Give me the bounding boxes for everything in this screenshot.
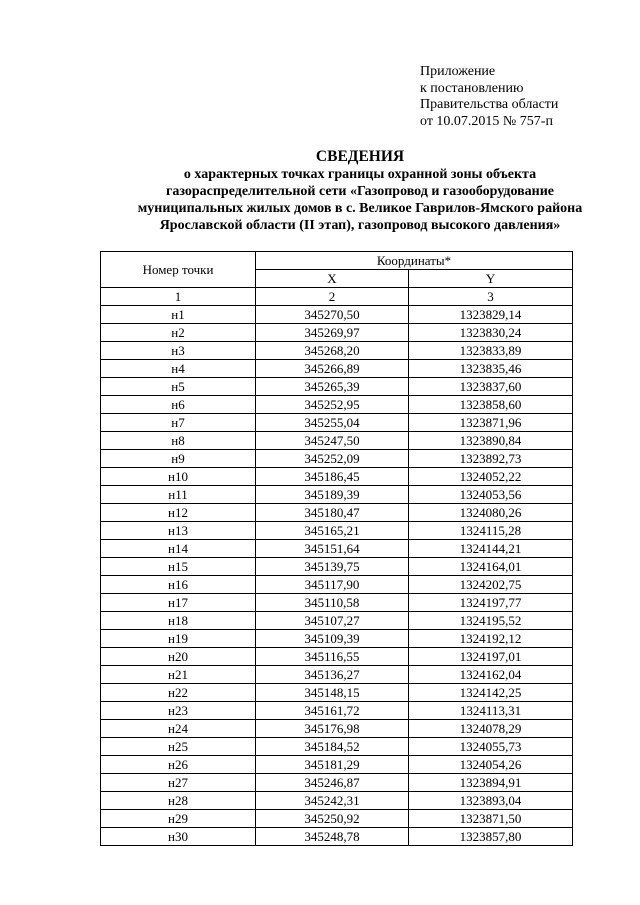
y-coordinate-cell: 1324144,21 — [409, 540, 573, 558]
point-number-cell: н27 — [101, 774, 256, 792]
table-row — [101, 576, 573, 594]
x-coordinate-cell: 345151,64 — [256, 540, 409, 558]
x-coordinate-cell: 345250,92 — [256, 810, 409, 828]
point-number-cell: н24 — [101, 720, 256, 738]
header-row-1 — [101, 252, 573, 270]
point-number-cell: н4 — [101, 360, 256, 378]
heading-line-4: Ярославской области (II этап), газопровод высокого давления» — [159, 218, 561, 233]
y-coordinate-cell: 1323892,73 — [409, 450, 573, 468]
document-title: СВЕДЕНИЯ — [315, 148, 405, 165]
y-coordinate-cell: 1324202,75 — [409, 576, 573, 594]
x-coordinate-cell: 345242,31 — [256, 792, 409, 810]
y-coordinate-cell: 1324192,12 — [409, 630, 573, 648]
y-coordinate-cell: 1324162,04 — [409, 666, 573, 684]
table-row — [101, 594, 573, 612]
point-number-cell: н8 — [101, 432, 256, 450]
x-coordinate-cell: 345176,98 — [256, 720, 409, 738]
column-number-1: 1 — [101, 288, 256, 306]
point-number-cell: н1 — [101, 306, 256, 324]
y-coordinate-cell: 1323890,84 — [409, 432, 573, 450]
y-coordinate-cell: 1323858,60 — [409, 396, 573, 414]
x-coordinate-cell: 345266,89 — [256, 360, 409, 378]
y-coordinate-cell: 1323893,04 — [409, 792, 573, 810]
table-row — [101, 666, 573, 684]
table-row — [101, 720, 573, 738]
table-row — [101, 342, 573, 360]
y-coordinate-cell: 1324054,26 — [409, 756, 573, 774]
point-number-cell: н25 — [101, 738, 256, 756]
x-coordinate-cell: 345265,39 — [256, 378, 409, 396]
x-coordinate-cell: 345107,27 — [256, 612, 409, 630]
x-coordinate-cell: 345139,75 — [256, 558, 409, 576]
x-coordinate-cell: 345252,95 — [256, 396, 409, 414]
x-coordinate-cell: 345268,20 — [256, 342, 409, 360]
table-row — [101, 468, 573, 486]
y-coordinate-cell: 1323837,60 — [409, 378, 573, 396]
table-row — [101, 738, 573, 756]
table-row — [101, 486, 573, 504]
y-coordinate-cell: 1324078,29 — [409, 720, 573, 738]
x-coordinate-cell: 345181,29 — [256, 756, 409, 774]
y-coordinate-cell: 1324197,77 — [409, 594, 573, 612]
coordinates-table-body — [101, 306, 573, 846]
point-number-cell: н21 — [101, 666, 256, 684]
table-row — [101, 756, 573, 774]
point-number-cell: н12 — [101, 504, 256, 522]
x-coordinate-cell: 345255,04 — [256, 414, 409, 432]
y-coordinate-cell: 1324164,01 — [409, 558, 573, 576]
point-number-cell: н3 — [101, 342, 256, 360]
x-coordinate-cell: 345189,39 — [256, 486, 409, 504]
y-coordinate-cell: 1323829,14 — [409, 306, 573, 324]
table-row — [101, 792, 573, 810]
header-y: Y — [409, 270, 573, 288]
table-row — [101, 414, 573, 432]
heading-line-1: о характерных точках границы охранной зоны объекта — [183, 167, 537, 182]
table-row — [101, 828, 573, 846]
table-row — [101, 324, 573, 342]
coordinates-table-header — [101, 252, 573, 306]
y-coordinate-cell: 1324053,56 — [409, 486, 573, 504]
y-coordinate-cell: 1323857,80 — [409, 828, 573, 846]
point-number-cell: н30 — [101, 828, 256, 846]
x-coordinate-cell: 345136,27 — [256, 666, 409, 684]
y-coordinate-cell: 1323835,46 — [409, 360, 573, 378]
table-row — [101, 810, 573, 828]
x-coordinate-cell: 345110,58 — [256, 594, 409, 612]
point-number-cell: н14 — [101, 540, 256, 558]
table-row — [101, 396, 573, 414]
point-number-cell: н19 — [101, 630, 256, 648]
y-coordinate-cell: 1323833,89 — [409, 342, 573, 360]
point-number-cell: н6 — [101, 396, 256, 414]
header-x: X — [256, 270, 409, 288]
heading-line-2: газораспределительной сети «Газопровод и газооборудование — [165, 184, 555, 199]
y-coordinate-cell: 1324080,26 — [409, 504, 573, 522]
table-row — [101, 558, 573, 576]
y-coordinate-cell: 1324197,01 — [409, 648, 573, 666]
table-row — [101, 306, 573, 324]
coordinates-table — [100, 251, 573, 846]
point-number-cell: н26 — [101, 756, 256, 774]
appendix-line-1: Приложение — [420, 64, 496, 79]
point-number-cell: н9 — [101, 450, 256, 468]
x-coordinate-cell: 345270,50 — [256, 306, 409, 324]
table-row — [101, 522, 573, 540]
appendix-line-4: от 10.07.2015 № 757-п — [420, 113, 553, 129]
y-coordinate-cell: 1324052,22 — [409, 468, 573, 486]
table-row — [101, 540, 573, 558]
heading-line-3: муниципальных жилых домов в с. Великое Гаврилов-Ямского района — [137, 201, 583, 216]
table-row — [101, 702, 573, 720]
point-number-cell: н5 — [101, 378, 256, 396]
table-row — [101, 648, 573, 666]
point-number-cell: н17 — [101, 594, 256, 612]
header-coordinates: Координаты* — [256, 252, 573, 270]
column-number-3: 3 — [409, 288, 573, 306]
appendix-line-3: Правительства области — [420, 97, 559, 112]
point-number-cell: н11 — [101, 486, 256, 504]
point-number-cell: н10 — [101, 468, 256, 486]
table-row — [101, 630, 573, 648]
table-row — [101, 450, 573, 468]
table-row — [101, 774, 573, 792]
table-row — [101, 360, 573, 378]
point-number-cell: н7 — [101, 414, 256, 432]
x-coordinate-cell: 345148,15 — [256, 684, 409, 702]
point-number-cell: н13 — [101, 522, 256, 540]
y-coordinate-cell: 1323894,91 — [409, 774, 573, 792]
appendix-line-2: к постановлению — [420, 80, 524, 96]
x-coordinate-cell: 345186,45 — [256, 468, 409, 486]
y-coordinate-cell: 1323871,96 — [409, 414, 573, 432]
point-number-cell: н15 — [101, 558, 256, 576]
x-coordinate-cell: 345180,47 — [256, 504, 409, 522]
point-number-cell: н23 — [101, 702, 256, 720]
y-coordinate-cell: 1323830,24 — [409, 324, 573, 342]
x-coordinate-cell: 345247,50 — [256, 432, 409, 450]
y-coordinate-cell: 1324142,25 — [409, 684, 573, 702]
y-coordinate-cell: 1323871,50 — [409, 810, 573, 828]
header-point-number: Номер точки — [101, 252, 256, 288]
table-row — [101, 432, 573, 450]
x-coordinate-cell: 345269,97 — [256, 324, 409, 342]
appendix-block — [420, 64, 558, 130]
table-row — [101, 684, 573, 702]
point-number-cell: н18 — [101, 612, 256, 630]
y-coordinate-cell: 1324115,28 — [409, 522, 573, 540]
y-coordinate-cell: 1324113,31 — [409, 702, 573, 720]
point-number-cell: н20 — [101, 648, 256, 666]
x-coordinate-cell: 345109,39 — [256, 630, 409, 648]
point-number-cell: н16 — [101, 576, 256, 594]
x-coordinate-cell: 345165,21 — [256, 522, 409, 540]
y-coordinate-cell: 1324195,52 — [409, 612, 573, 630]
point-number-cell: н29 — [101, 810, 256, 828]
column-number-2: 2 — [256, 288, 409, 306]
x-coordinate-cell: 345246,87 — [256, 774, 409, 792]
table-row — [101, 378, 573, 396]
x-coordinate-cell: 345184,52 — [256, 738, 409, 756]
table-row — [101, 504, 573, 522]
x-coordinate-cell: 345161,72 — [256, 702, 409, 720]
point-number-cell: н22 — [101, 684, 256, 702]
x-coordinate-cell: 345248,78 — [256, 828, 409, 846]
point-number-cell: н2 — [101, 324, 256, 342]
y-coordinate-cell: 1324055,73 — [409, 738, 573, 756]
header-row-numbers — [101, 288, 573, 306]
x-coordinate-cell: 345117,90 — [256, 576, 409, 594]
document-heading — [95, 148, 625, 234]
table-row — [101, 612, 573, 630]
x-coordinate-cell: 345252,09 — [256, 450, 409, 468]
x-coordinate-cell: 345116,55 — [256, 648, 409, 666]
point-number-cell: н28 — [101, 792, 256, 810]
